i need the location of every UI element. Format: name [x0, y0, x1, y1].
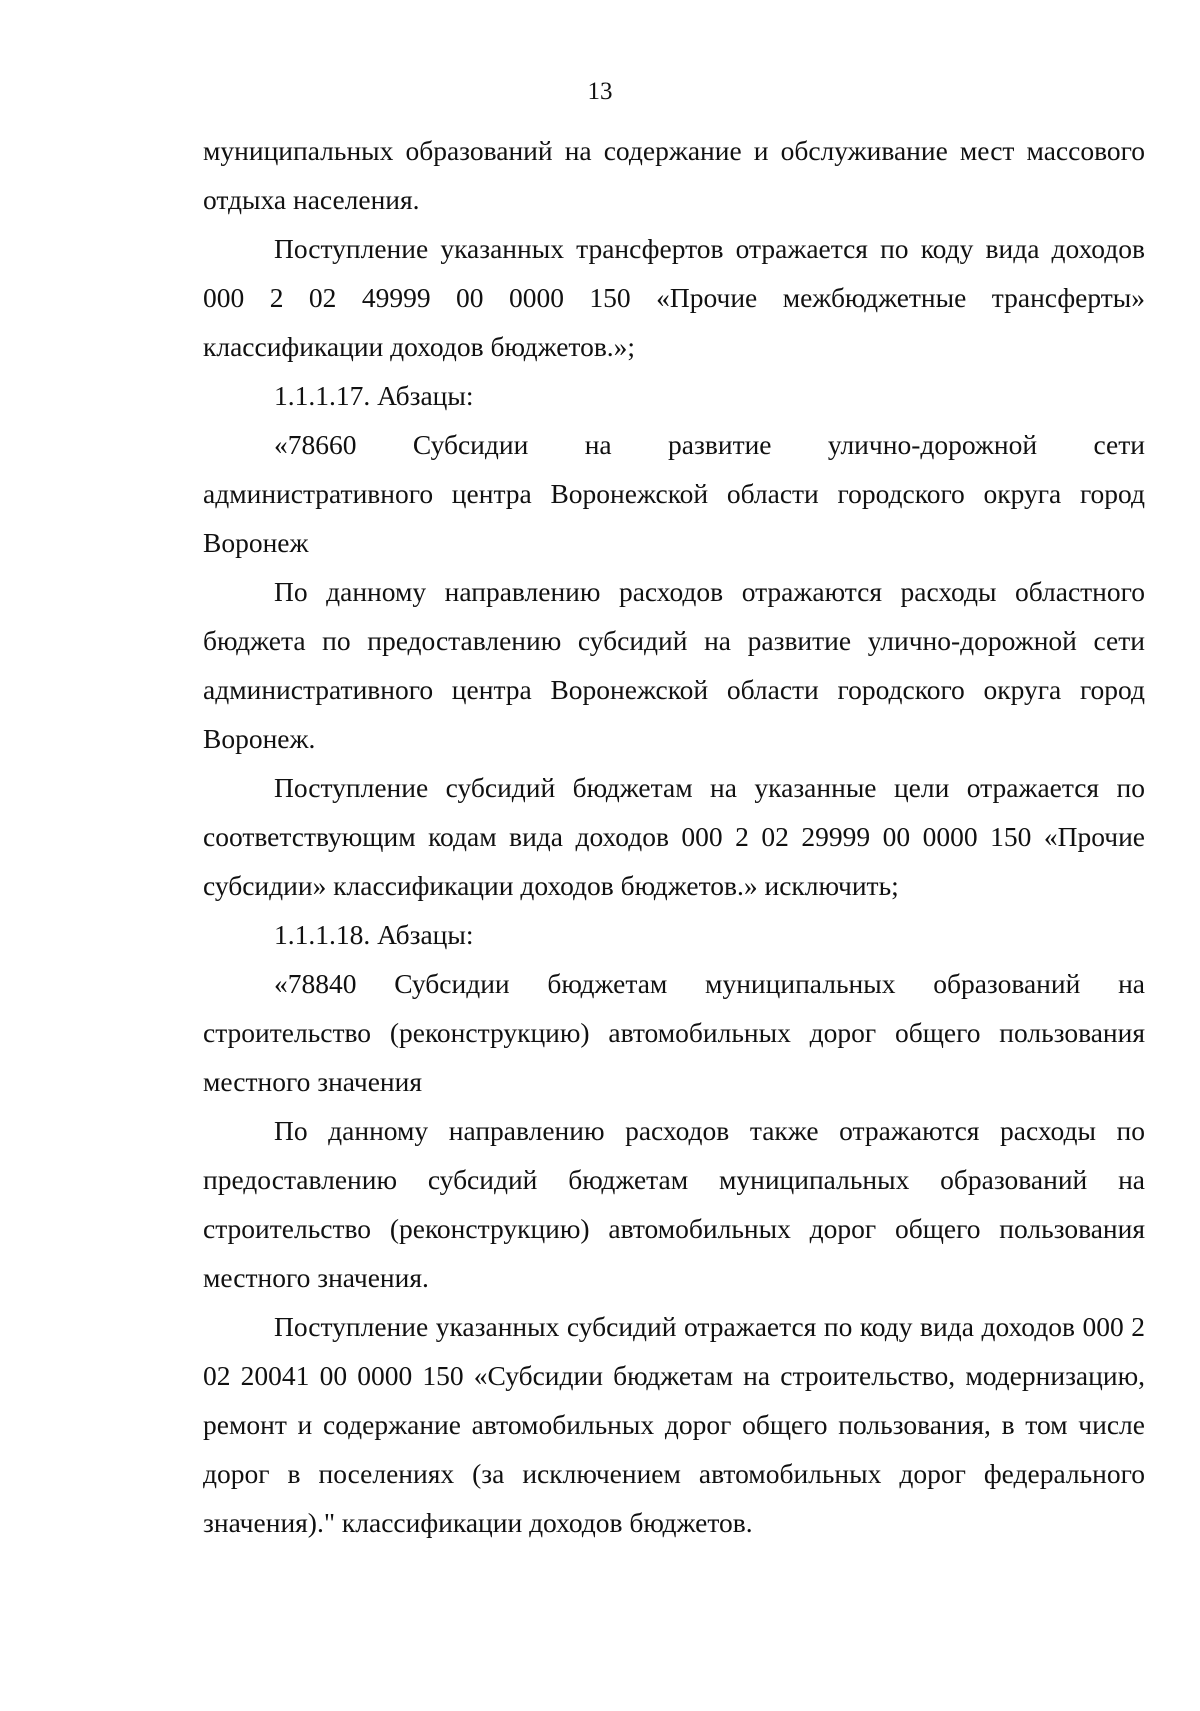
subsection-heading-1-1-1-17: 1.1.1.17. Абзацы:: [274, 380, 474, 411]
paragraph-78840-description: По данному направлению расходов также отражаются расходы по предоставлению субсидий бюджетам муниципальных образований на строительство (реконструкцию) автомобильных дорог общего пользования местного значения.: [203, 1115, 1145, 1293]
paragraph-transfer-income: Поступление указанных трансфертов отражается по коду вида доходов 000 2 02 49999 00 0000 150 «Прочие межбюджетные трансферты» классификации доходов бюджетов.»;: [203, 233, 1145, 362]
page-number: 13: [587, 78, 613, 105]
paragraph-78660-description: По данному направлению расходов отражаются расходы областного бюджета по предоставлению субсидий на развитие улично-дорожной сети административного центра Воронежской области городского округа город Воронеж.: [203, 576, 1145, 754]
paragraph-78660-income: Поступление субсидий бюджетам на указанные цели отражается по соответствующим кодам вида доходов 000 2 02 29999 00 0000 150 «Прочие субсидии» классификации доходов бюджетов.» исключить;: [203, 772, 1145, 901]
paragraph-78840-title: «78840 Субсидии бюджетам муниципальных образований на строительство (реконструкцию) автомобильных дорог общего пользования местного значения: [203, 968, 1145, 1097]
paragraph-continuation: муниципальных образований на содержание и обслуживание мест массового отдыха населения.: [203, 135, 1145, 215]
paragraph-78840-income: Поступление указанных субсидий отражается по коду вида доходов 000 2 02 20041 00 0000 150 «Субсидии бюджетам на строительство, модернизацию, ремонт и содержание автомобильных дорог общего пользования, в том числе дорог в поселениях (за исключением автомобильных дорог федерального значения)." классификации доходов бюджетов.: [203, 1311, 1145, 1538]
subsection-heading-1-1-1-18: 1.1.1.18. Абзацы:: [274, 919, 474, 950]
document-body: [203, 126, 1145, 1547]
paragraph-78660-title: «78660 Субсидии на развитие улично-дорожной сети административного центра Воронежской области городского округа город Воронеж: [203, 429, 1145, 558]
